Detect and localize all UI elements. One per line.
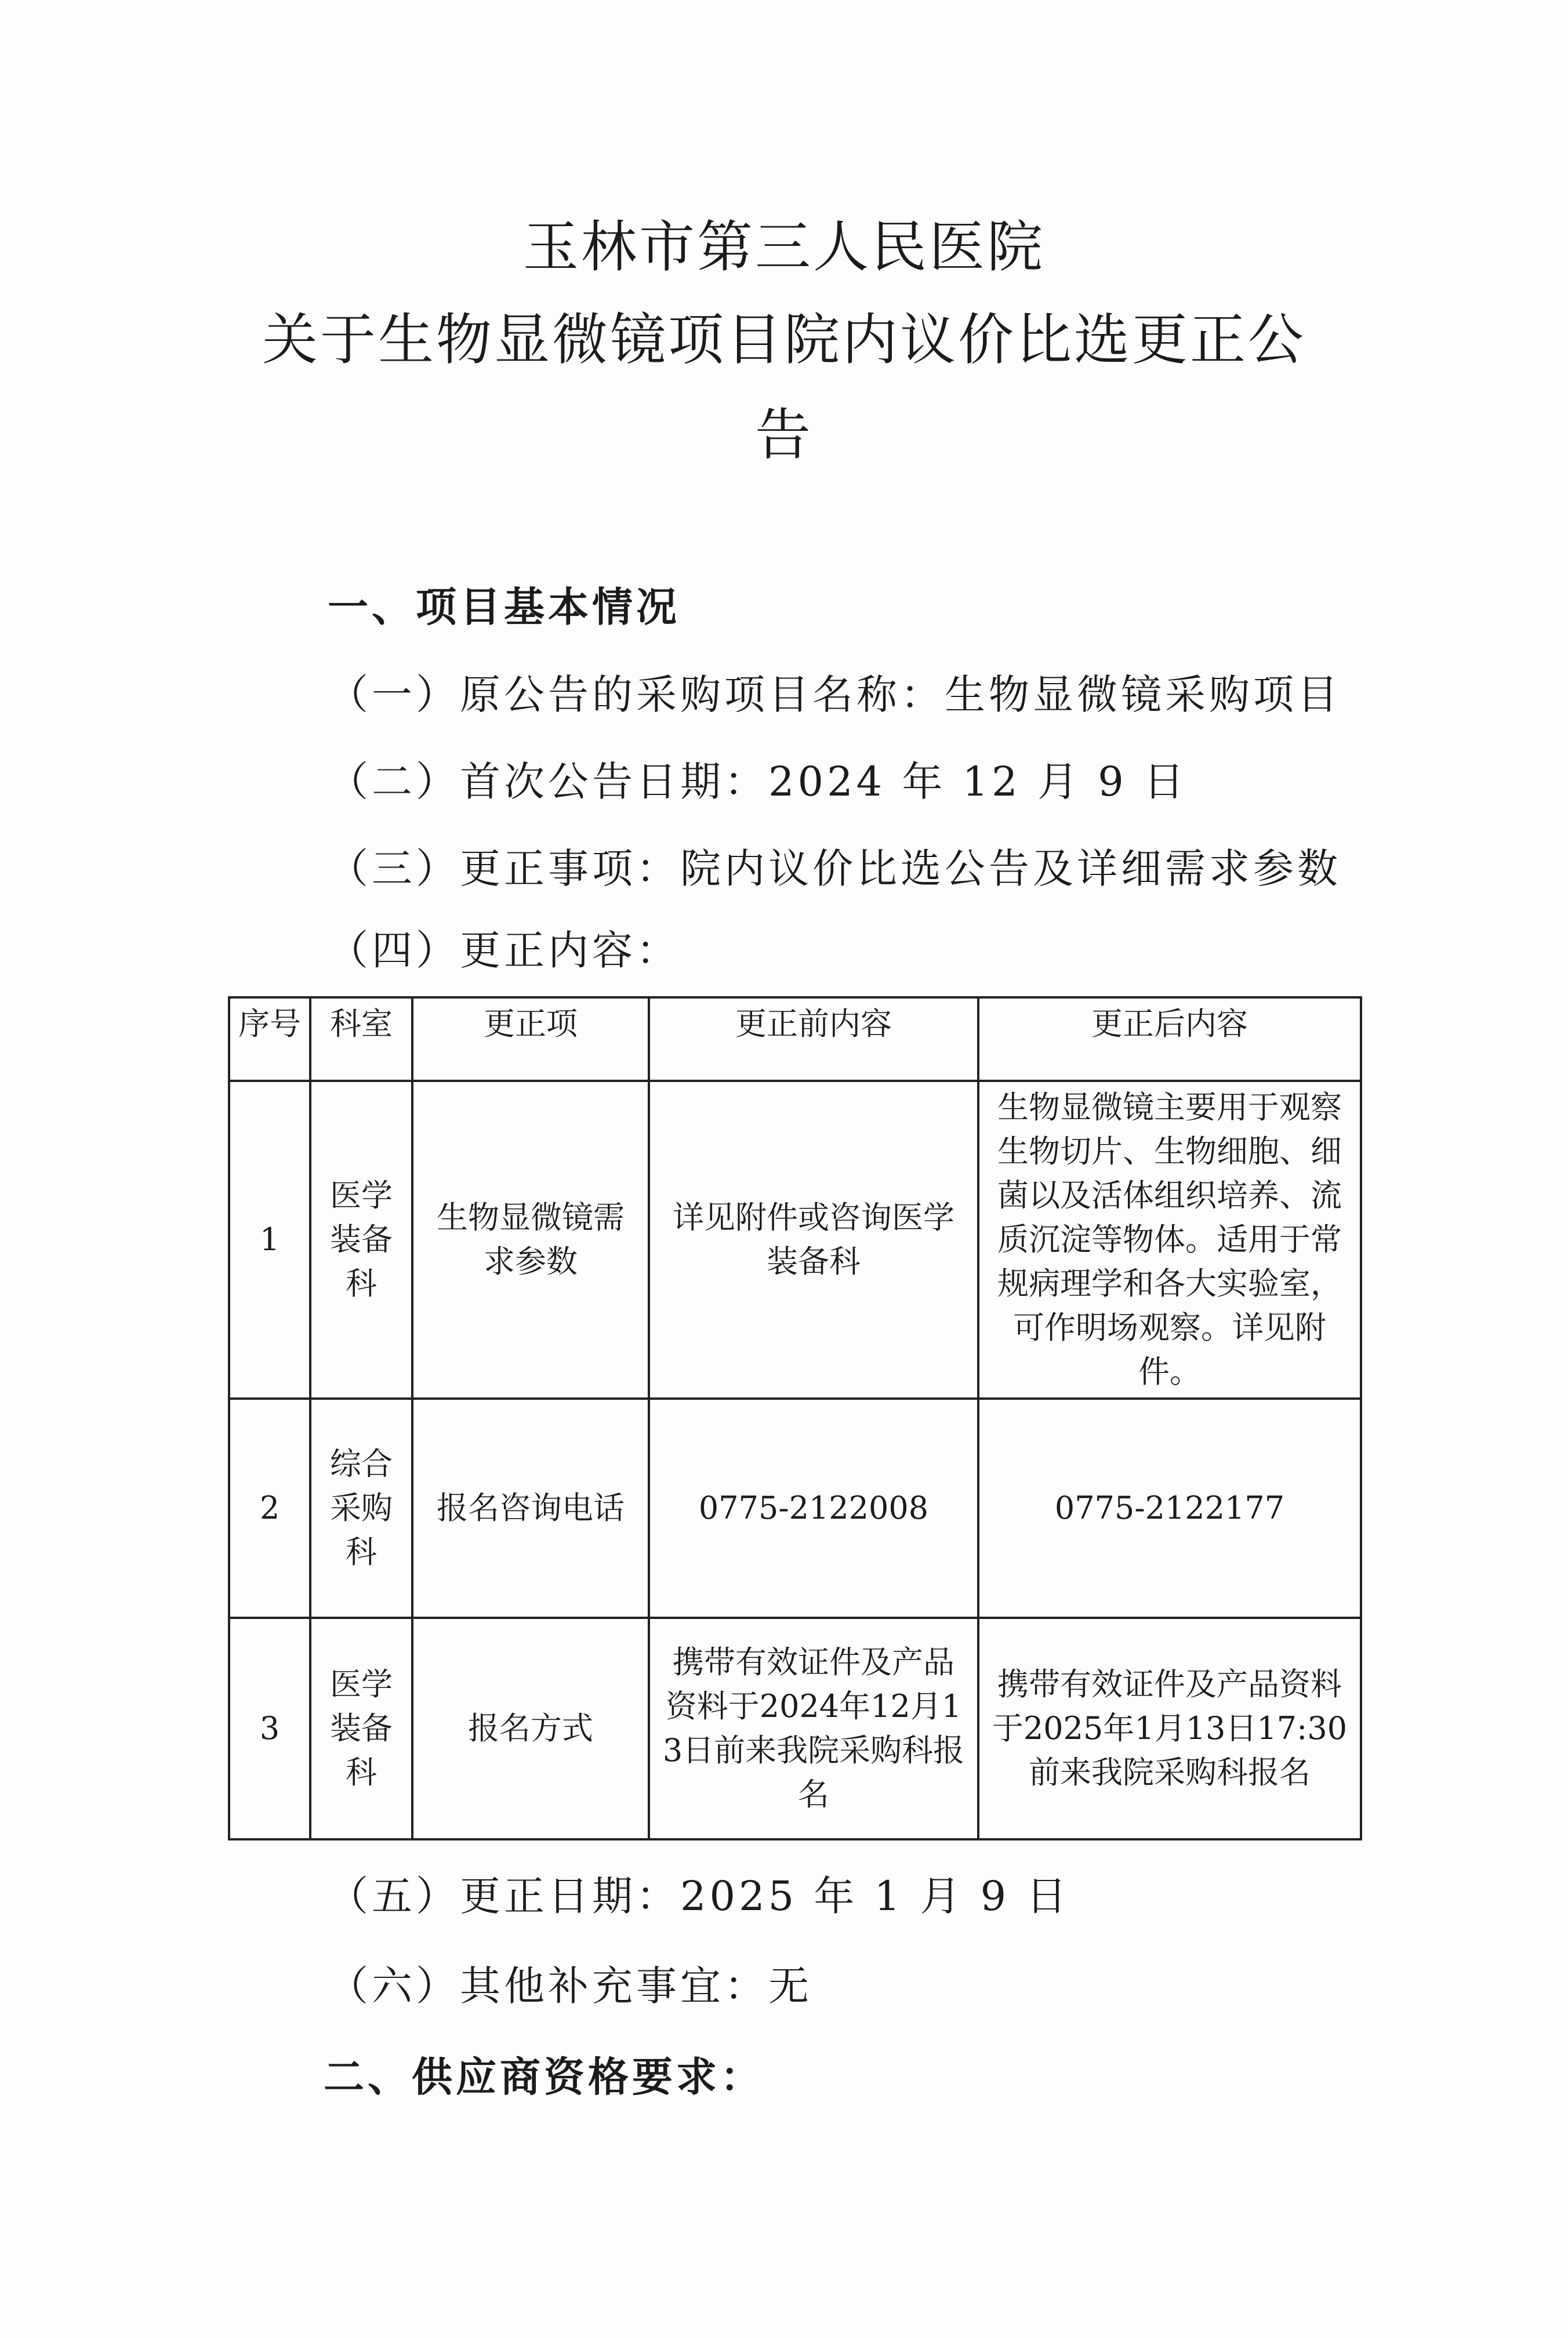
title-line-2: 关于生物显微镜项目院内议价比选更正公 [262, 307, 1306, 372]
header-dept: 科室 [310, 997, 412, 1081]
title-line-1: 玉林市第三人民医院 [523, 215, 1045, 279]
cell-before: 详见附件或咨询医学装备科 [649, 1081, 978, 1399]
table-row [229, 1081, 1361, 1399]
cell-before: 0775-2122008 [649, 1399, 978, 1618]
cell-dept: 医学装备科 [310, 1618, 412, 1839]
title-line-3: 告 [755, 402, 813, 467]
item-5: （五）更正日期：2025 年 1 月 9 日 [328, 1872, 1070, 1920]
header-item: 更正项 [412, 997, 649, 1081]
table-row [229, 1618, 1361, 1839]
table-row [229, 1399, 1361, 1618]
cell-no: 2 [229, 1399, 310, 1618]
header-before: 更正前内容 [649, 997, 978, 1081]
cell-before: 携带有效证件及产品资料于2024年12月13日前来我院采购科报名 [649, 1618, 978, 1839]
cell-item: 报名咨询电话 [412, 1399, 649, 1618]
cell-dept: 综合采购科 [310, 1399, 412, 1618]
item-3: （三）更正事项：院内议价比选公告及详细需求参数 [328, 845, 1341, 892]
item-4: （四）更正内容： [328, 927, 680, 974]
section-1-heading: 一、项目基本情况 [328, 583, 680, 631]
cell-after: 生物显微镜主要用于观察生物切片、生物细胞、细菌以及活体组织培养、流质沉淀等物体。适用于常规病理学和各大实验室，可作明场观察。详见附件。 [978, 1081, 1361, 1399]
header-no: 序号 [229, 997, 310, 1081]
cell-item: 生物显微镜需求参数 [412, 1081, 649, 1399]
section-2-heading: 二、供应商资格要求： [324, 2053, 764, 2101]
cell-after: 携带有效证件及产品资料于2025年1月13日17:30前来我院采购科报名 [978, 1618, 1361, 1839]
table-header-row [229, 997, 1361, 1081]
correction-table [228, 996, 1362, 1840]
cell-no: 3 [229, 1618, 310, 1839]
cell-no: 1 [229, 1081, 310, 1399]
item-1: （一）原公告的采购项目名称：生物显微镜采购项目 [328, 671, 1341, 718]
header-after: 更正后内容 [978, 997, 1361, 1081]
cell-dept: 医学装备科 [310, 1081, 412, 1399]
cell-after: 0775-2122177 [978, 1399, 1361, 1618]
item-6: （六）其他补充事宜：无 [328, 1962, 812, 2010]
item-2: （二）首次公告日期：2024 年 12 月 9 日 [328, 758, 1188, 805]
cell-item: 报名方式 [412, 1618, 649, 1839]
